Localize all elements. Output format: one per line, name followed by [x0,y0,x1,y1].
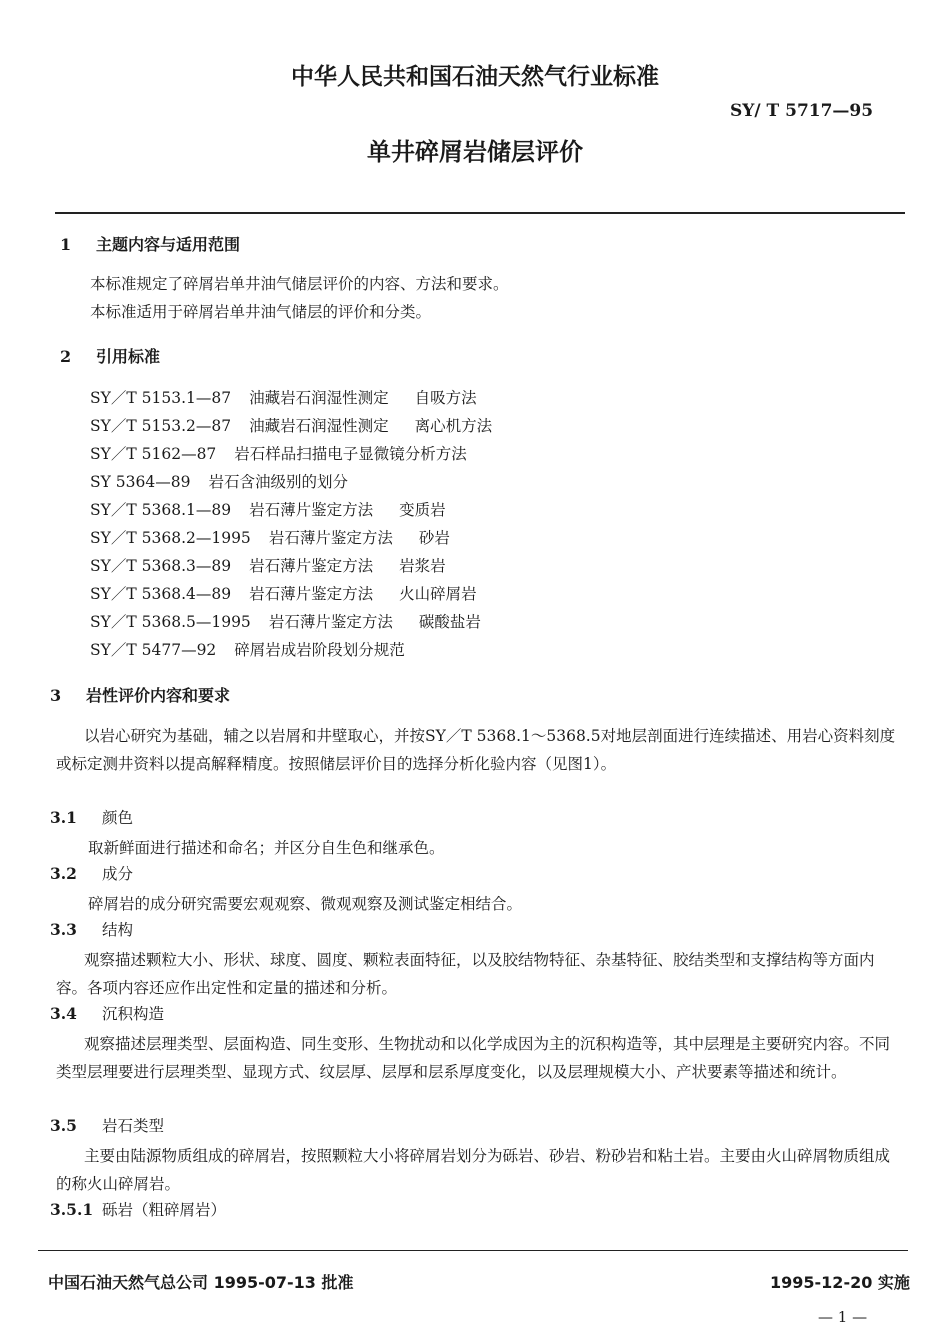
subsection-heading [50,918,133,940]
subsubsection-heading [50,1198,226,1220]
reference-item [90,582,477,604]
section-2-heading [60,344,160,367]
implementation-date: 1995-12-20 实施 [770,1273,910,1292]
subsection-title: 岩石类型 [102,1117,165,1135]
reference-name: 碎屑岩成岩阶段划分规范 [234,641,405,659]
reference-name: 岩石薄片鉴定方法 [268,613,393,631]
reference-item [90,386,477,408]
subsection-title: 结构 [102,921,134,939]
section-number: 3 [50,686,62,705]
reference-name: 岩石薄片鉴定方法 [249,585,374,603]
reference-name: 岩石含油级别的划分 [208,473,348,491]
reference-method: 岩浆岩 [399,557,446,575]
subsection-heading [50,862,133,884]
reference-item [90,442,493,464]
reference-name: 岩石薄片鉴定方法 [249,557,374,575]
section-1-heading [60,232,240,255]
reference-code: SY 5364—89 [90,473,191,491]
subsection-number: 3.3 [50,920,77,939]
section-title: 岩性评价内容和要求 [86,686,231,705]
approval-info: 中国石油天然气总公司 1995-07-13 批准 [48,1273,354,1292]
section-3-intro: 以岩心研究为基础，辅之以岩屑和井壁取心，并按SY／T 5368.1～5368.5对地层剖面进行连续描述、用岩心资料刻度或标定测井资料以提高解释精度。按照储层评价目的选择分析化验内容（见图1）。 [56,727,896,773]
subsection-number: 3.2 [50,864,77,883]
reference-item [90,498,446,520]
reference-code: SY／T 5153.2—87 [90,417,232,435]
subsection-title: 砾岩（粗碎屑岩） [102,1201,227,1219]
section-1-paragraph-1: 本标准规定了碎屑岩单井油气储层评价的内容、方法和要求。 [90,275,509,293]
reference-item [90,526,450,548]
reference-code: SY／T 5368.5—1995 [90,613,251,631]
reference-name: 岩石薄片鉴定方法 [268,529,393,547]
page-number: — 1 — [818,1308,868,1326]
reference-name: 岩石薄片鉴定方法 [249,501,374,519]
reference-method: 碳酸盐岩 [418,613,481,631]
reference-name: 油藏岩石润湿性测定 [249,417,389,435]
section-1-paragraph-2: 本标准适用于碎屑岩单井油气储层的评价和分类。 [90,303,432,321]
section-title: 主题内容与适用范围 [96,235,241,254]
document-title: 单井碎屑岩储层评价 [367,138,583,166]
subsection-text: 碎屑岩的成分研究需要宏观观察、微观观察及测试鉴定相结合。 [88,895,523,913]
subsection-number: 3.5 [50,1116,77,1135]
reference-method: 自吸方法 [414,389,477,407]
subsection-number: 3.4 [50,1004,77,1023]
reference-code: SY／T 5368.1—89 [90,501,232,519]
reference-code: SY／T 5477—92 [90,641,217,659]
reference-code: SY／T 5153.1—87 [90,389,232,407]
subsection-text: 取新鲜面进行描述和命名；并区分自生色和继承色。 [88,839,445,857]
reference-method: 砂岩 [418,529,450,547]
subsection-text: 主要由陆源物质组成的碎屑岩，按照颗粒大小将碎屑岩划分为砾岩、砂岩、粉砂岩和粘土岩。主要由火山碎屑物质组成的称火山碎屑岩。 [56,1147,891,1193]
reference-item [90,470,374,492]
subsection-number: 3.5.1 [50,1200,94,1219]
subsection-number: 3.1 [50,808,77,827]
subsection-text: 观察描述颗粒大小、形状、球度、圆度、颗粒表面特征，以及胶结物特征、杂基特征、胶结类型和支撑结构等方面内容。各项内容还应作出定性和定量的描述和分析。 [56,951,875,997]
reference-code: SY／T 5368.2—1995 [90,529,251,547]
reference-method: 火山碎屑岩 [399,585,477,603]
standard-category-title: 中华人民共和国石油天然气行业标准 [291,64,659,90]
subsection-title: 沉积构造 [102,1005,165,1023]
section-number: 2 [60,347,72,366]
section-number: 1 [60,235,72,254]
subsection-heading [50,1002,164,1024]
section-3-heading [50,683,230,706]
subsection-title: 成分 [102,865,134,883]
subsection-heading [50,1114,164,1136]
reference-method: 变质岩 [399,501,446,519]
reference-item [90,414,492,436]
reference-item [90,638,431,660]
reference-code: SY／T 5368.3—89 [90,557,232,575]
reference-code: SY／T 5368.4—89 [90,585,232,603]
subsection-text: 观察描述层理类型、层面构造、同生变形、生物扰动和以化学成因为主的沉积构造等，其中层理是主要研究内容。不同类型层理要进行层理类型、显现方式、纹层厚、层厚和层系厚度变化，以及层理规模大小、产状要素等描述和统计。 [56,1035,891,1081]
subsection-title: 颜色 [102,809,134,827]
footer-divider [38,1250,908,1251]
standard-number: SY/ T 5717—95 [730,101,874,121]
reference-code: SY／T 5162—87 [90,445,217,463]
reference-item [90,610,481,632]
section-title: 引用标准 [96,347,161,366]
reference-item [90,554,446,576]
reference-name: 油藏岩石润湿性测定 [249,389,389,407]
header-divider [55,212,905,214]
subsection-heading [50,806,133,828]
reference-name: 岩石样品扫描电子显微镜分析方法 [234,445,467,463]
reference-method: 离心机方法 [414,417,493,435]
